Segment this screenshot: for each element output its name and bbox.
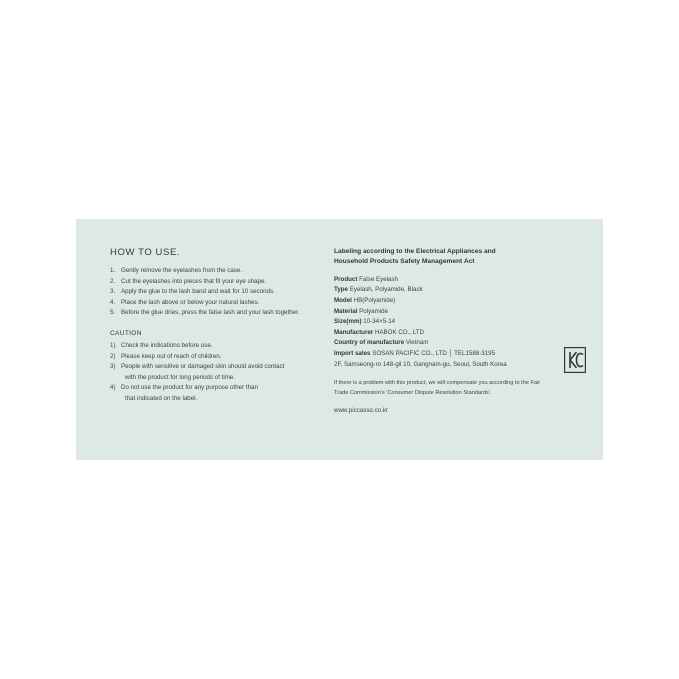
list-item-text: Check the indications before use. xyxy=(121,341,213,349)
spec-row-type xyxy=(334,285,574,296)
regulatory-heading-line2: Household Products Safety Management Act xyxy=(334,258,475,266)
how-to-use-title: HOW TO USE. xyxy=(110,247,181,258)
list-item-text: Do not use the product for any purpose other than xyxy=(121,384,258,392)
spec-row-manufacturer xyxy=(334,328,574,339)
list-item-text: Before the glue dries, press the false lash and your lash together. xyxy=(121,309,300,317)
spec-key: Manufacturer xyxy=(334,328,374,336)
list-item xyxy=(110,266,340,277)
list-item-number: 3) xyxy=(110,363,116,371)
list-item xyxy=(110,298,340,309)
product-label-panel xyxy=(76,219,603,460)
regulatory-heading xyxy=(334,247,544,268)
regulatory-heading-line1: Labeling according to the Electrical Appliances and xyxy=(334,248,496,255)
spec-value: Vietnam xyxy=(405,339,429,347)
list-item-text: Apply the glue to the lash band and wait for 10 seconds. xyxy=(121,288,275,296)
list-item-number: 1) xyxy=(110,341,116,349)
list-item xyxy=(110,287,340,298)
list-item-number: 1. xyxy=(110,267,116,274)
list-item xyxy=(110,308,340,319)
spec-row-address xyxy=(334,360,574,371)
list-item-number: 4. xyxy=(110,298,116,306)
specification-column xyxy=(334,247,574,414)
compensation-note xyxy=(334,379,549,398)
caution-list xyxy=(110,341,340,405)
spec-key: Type xyxy=(334,286,348,294)
compensation-note-line2: Fair Trade Commission’s ‘Consumer Dispute Resolution Standards’. xyxy=(334,380,541,396)
list-item-text: People with sensitive or damaged skin should avoid contact xyxy=(121,363,285,371)
spec-key: Size(mm) xyxy=(334,318,362,326)
spec-row-country xyxy=(334,338,574,349)
spec-row-model xyxy=(334,296,574,307)
spec-value: Polyamide xyxy=(359,307,389,315)
spec-row-material xyxy=(334,307,574,318)
list-item xyxy=(110,383,340,404)
list-item-number: 4) xyxy=(110,384,116,392)
list-item-number: 3. xyxy=(110,288,116,296)
list-item-text: Gently remove the eyelashes from the case. xyxy=(121,267,243,274)
spec-value: 2F, Samseong-ro 148-gil 10, Gangnam-gu, Seoul, South Korea xyxy=(334,360,507,368)
label-content xyxy=(76,219,603,460)
kc-certification-icon xyxy=(564,347,586,373)
spec-value: HABOK CO., LTD xyxy=(374,328,424,336)
list-item-number: 2. xyxy=(110,277,116,285)
list-item-text: Cut the eyelashes into pieces that fit your eye shape. xyxy=(121,277,267,285)
list-item-text: Please keep out of reach of children. xyxy=(121,352,222,360)
spec-value: False Eyelash xyxy=(359,275,398,283)
compensation-note-line1: If there is a problem with this product, we will compensate you according to the xyxy=(334,380,529,387)
spec-value: SOSAN PACIFIC CO., LTD │ TEL1588-3195 xyxy=(372,349,496,357)
list-item xyxy=(110,341,340,352)
website-url: www.piccasso.co.kr xyxy=(334,406,388,414)
caution-title: CAUTION xyxy=(110,329,142,337)
list-item-text-continued: with the product for long periods of time. xyxy=(125,373,236,381)
spec-key: Product xyxy=(334,275,358,283)
spec-value: Eyelash, Polyamide, Black xyxy=(349,286,423,294)
spec-key: Import sales xyxy=(334,349,371,357)
spec-value: HB(Polyamide) xyxy=(353,297,396,304)
spec-key: Country of manufacture xyxy=(334,339,405,347)
spec-key: Model xyxy=(334,297,352,304)
spec-row-import-sales xyxy=(334,349,574,360)
list-item xyxy=(110,362,340,383)
instructions-column xyxy=(110,247,340,405)
how-to-use-list xyxy=(110,266,340,319)
list-item-number: 5. xyxy=(110,309,116,317)
list-item-text-continued: that indicated on the label. xyxy=(125,394,198,402)
spec-key: Material xyxy=(334,307,358,315)
spec-value: 10-34×5-14 xyxy=(363,318,396,326)
list-item xyxy=(110,352,340,363)
list-item-number: 2) xyxy=(110,352,116,360)
spec-row-size xyxy=(334,317,574,328)
list-item xyxy=(110,277,340,288)
spec-row-product xyxy=(334,275,574,286)
list-item-text: Place the lash above or below your natural lashes. xyxy=(121,298,260,306)
